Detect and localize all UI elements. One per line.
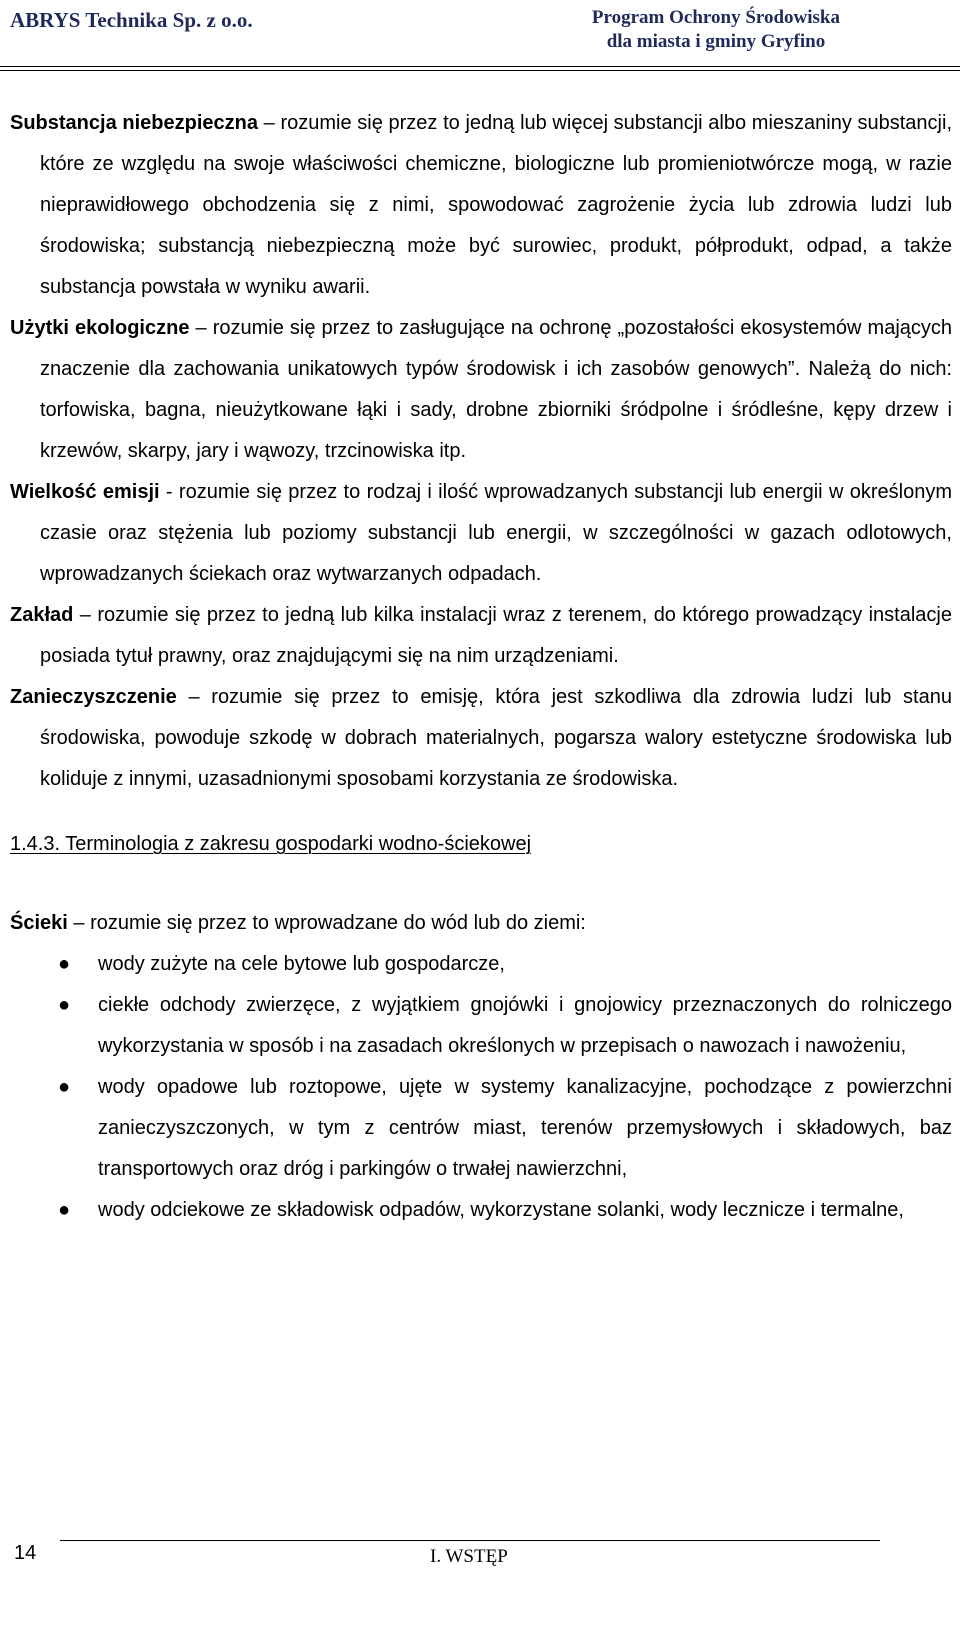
page-header [0, 0, 960, 70]
list-item [10, 985, 952, 1067]
definition-term: Zakład [10, 604, 74, 626]
definition-paragraph [10, 677, 952, 800]
scieki-definition [10, 903, 952, 944]
section-number: 1.4.3. [10, 833, 61, 855]
list-item-text: wody odciekowe ze składowisk odpadów, wykorzystane solanki, wody lecznicze i termalne, [98, 1199, 904, 1221]
definition-paragraph [10, 103, 952, 308]
program-title-line2: dla miasta i gminy Gryfino [606, 31, 826, 52]
section-heading [10, 824, 952, 865]
definition-text: – rozumie się przez to jedną lub kilka instalacji wraz z terenem, do którego prowadzący instalacje posiada tytuł prawny, oraz znajdującymi się na nim urządzeniami. [40, 604, 952, 667]
definition-paragraph [10, 472, 952, 595]
definition-paragraph [10, 308, 952, 472]
program-title [592, 6, 840, 54]
header-rule-bottom [0, 70, 960, 71]
definition-text: - rozumie się przez to rodzaj i ilość wprowadzanych substancji lub energii w określonym czasie oraz stężenia lub poziomy substancji lub energii, w szczególności w gazach odlotowych, wprowadzanych ściekach oraz wytwarzanych odpadach. [40, 481, 953, 585]
list-item-text: wody zużyte na cele bytowe lub gospodarcze, [98, 953, 505, 975]
bullet-icon: ● [58, 953, 71, 975]
list-item-text: wody opadowe lub roztopowe, ujęte w systemy kanalizacyjne, pochodzące z powierzchni zanieczyszczonych, w tym z centrów miast, terenów przemysłowych i składowych, baz transportowych oraz dróg i parkingów o trwałej nawierzchni, [98, 1076, 952, 1180]
definition-term: Substancja niebezpieczna [10, 112, 258, 134]
document-body [10, 103, 952, 1231]
company-name: ABRYS Technika Sp. z o.o. [10, 8, 253, 32]
definition-text: – rozumie się przez to zasługujące na ochronę „pozostałości ekosystemów mających znaczenie dla zachowania unikatowych typów środowisk i ich zasobów genowych”. Należą do nich: torfowiska, bagna, nieużytkowane łąki i sady, drobne zbiorniki śródpolne i śródleśne, kępy drzew i krzewów, skarpy, jary i wąwozy, trzcinowiska itp. [40, 317, 953, 462]
scieki-list [10, 944, 952, 1231]
bullet-icon: ● [58, 1076, 71, 1098]
section-title: Terminologia z zakresu gospodarki wodno-ściekowej [65, 833, 532, 855]
definition-term: Wielkość emisji [10, 481, 160, 503]
definition-paragraph [10, 595, 952, 677]
definition-term: Zanieczyszczenie [10, 686, 177, 708]
scieki-term: Ścieki [10, 912, 68, 934]
bullet-icon: ● [58, 1199, 71, 1221]
scieki-text: – rozumie się przez to wprowadzane do wód lub do ziemi: [67, 912, 586, 934]
footer-chapter: I. WSTĘP [430, 1546, 508, 1567]
header-rule-top [0, 66, 960, 67]
definition-term: Użytki ekologiczne [10, 317, 190, 339]
footer-rule [60, 1540, 880, 1541]
page-number: 14 [14, 1542, 37, 1564]
list-item-text: ciekłe odchody zwierzęce, z wyjątkiem gnojówki i gnojowicy przeznaczonych do rolniczego wykorzystania w sposób i na zasadach określonych w przepisach o nawozach i nawożeniu, [98, 994, 952, 1057]
list-item [10, 1190, 952, 1231]
program-title-line1: Program Ochrony Środowiska [591, 7, 840, 28]
definition-text: – rozumie się przez to jedną lub więcej substancji albo mieszaniny substancji, które ze względu na swoje właściwości chemiczne, biologiczne lub promieniotwórcze mogą, w razie nieprawidłowego obchodzenia się z nimi, spowodować zagrożenie życia lub zdrowia ludzi lub środowiska; substancją niebezpieczną może być surowiec, produkt, półprodukt, odpad, a także substancja powstała w wyniku awarii. [40, 112, 952, 298]
definition-text: – rozumie się przez to emisję, która jest szkodliwa dla zdrowia ludzi lub stanu środowiska, powoduje szkodę w dobrach materialnych, pogarsza walory estetyczne środowiska lub koliduje z innymi, uzasadnionymi sposobami korzystania ze środowiska. [40, 686, 952, 790]
list-item [10, 1067, 952, 1190]
bullet-icon: ● [58, 994, 71, 1016]
list-item [10, 944, 952, 985]
